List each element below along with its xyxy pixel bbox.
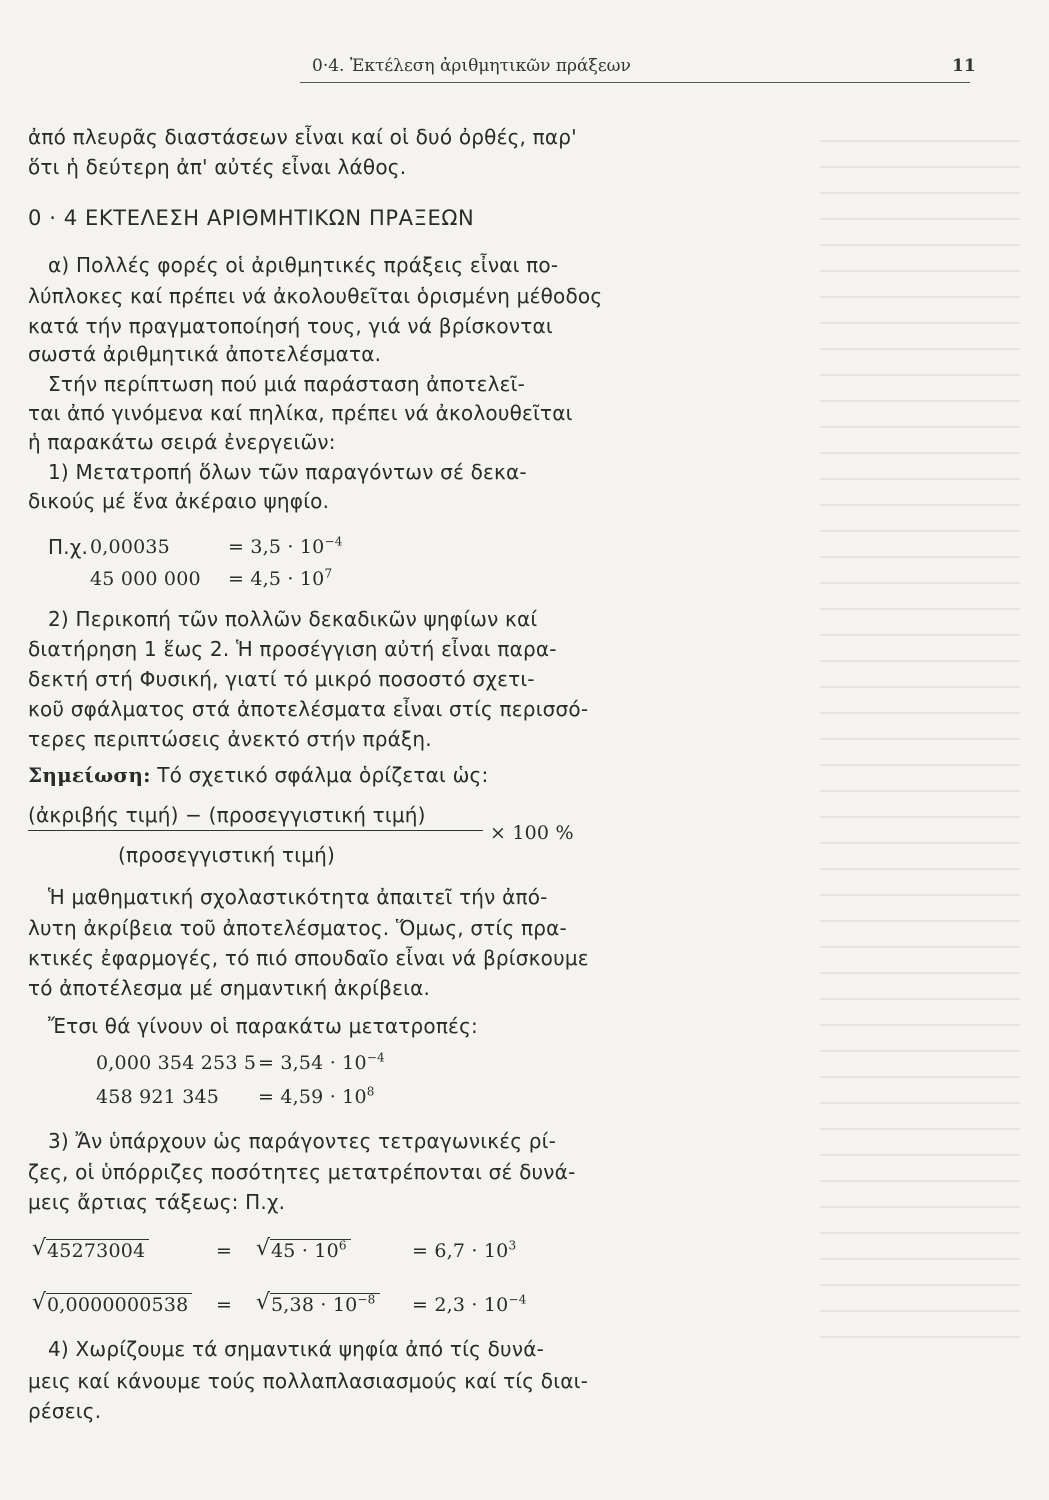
bleed-through (820, 140, 1020, 1340)
radical-expression (256, 1292, 380, 1318)
fraction-times: × 100 % (490, 822, 574, 844)
paragraph-line: μεις καί κάνουμε τούς πολλαπλασιασμούς καί τίς διαι- (28, 1369, 588, 1393)
example-rhs: = $3,54 \cdot 10^{-4}$ (258, 1050, 385, 1074)
paragraph-line: κτικές ἐφαρμογές, τό πιό σπουδαῖο εἶναι νά βρίσκουμε (28, 946, 589, 970)
paragraph-line: κατά τήν πραγματοποίησή τους, γιά νά βρίσκονται (28, 314, 553, 338)
paragraph-line: σωστά ἀριθμητικά ἀποτελέσματα. (28, 342, 382, 366)
example-lhs: 458 921 345 (96, 1086, 220, 1108)
radical-sign-icon: √ 45273004 (32, 1238, 149, 1264)
note-line: Σημείωση: Τό σχετικό σφάλμα ὁρίζεται ὡς: (28, 763, 489, 787)
paragraph-line: δεκτή στή Φυσική, γιατί τό μικρό ποσοστό σχετι- (28, 667, 535, 691)
example-rhs: = $3,5 \cdot 10^{-4}$ (228, 534, 343, 558)
paragraph-line: 3) Ἄν ὑπάρχουν ὡς παράγοντες τετραγωνικές ρί- (48, 1129, 556, 1153)
example-lhs: 0,000 354 253 5 (96, 1052, 257, 1074)
paragraph-line: ρέσεις. (28, 1399, 102, 1423)
fraction-bar (28, 830, 483, 831)
paragraph-line: α) Πολλές φορές οἱ ἀριθμητικές πράξεις εἶναι πο- (48, 253, 559, 277)
fraction-numerator: (ἀκριβής τιμή) − (προσεγγιστική τιμή) (28, 803, 426, 827)
radical-sign-icon: √ $5,38 \cdot 10^{-8}$ (256, 1292, 380, 1318)
paragraph-line: τερες περιπτώσεις ἀνεκτό στήν πράξη. (28, 727, 432, 751)
paragraph-line: ται ἀπό γινόμενα καί πηλίκα, πρέπει νά ἀκολουθεῖται (28, 401, 573, 425)
paragraph-line: διατήρηση 1 ἕως 2. Ἡ προσέγγιση αὐτή εἶναι παρα- (28, 637, 557, 661)
paragraph-line: 2) Περικοπή τῶν πολλῶν δεκαδικῶν ψηφίων καί (48, 607, 538, 631)
example-lhs: 45 000 000 (90, 568, 201, 590)
equals-sign: = (216, 1294, 233, 1316)
radical-expression (256, 1238, 351, 1264)
paragraph-line: 1) Μετατροπή ὅλων τῶν παραγόντων σέ δεκα- (48, 460, 527, 484)
paragraph-line: ἡ παρακάτω σειρά ἐνεργειῶν: (28, 430, 336, 454)
example-lhs: 0,00035 (90, 536, 170, 558)
paragraph-line: ζες, οἱ ὑπόρριζες ποσότητες μετατρέπονται σέ δυνά- (28, 1160, 576, 1184)
example-rhs: = $4,5 \cdot 10^7$ (228, 566, 333, 590)
radical-expression (32, 1292, 192, 1318)
header-rule (300, 82, 970, 83)
paragraph-line: ἀπό πλευρᾶς διαστάσεων εἶναι καί οἱ δυό ὀρθές, παρ' (28, 125, 577, 149)
radical-sign-icon: √ $45 \cdot 10^6$ (256, 1238, 351, 1264)
paragraph-line: κοῦ σφάλματος στά ἀποτελέσματα εἶναι στίς περισσό- (28, 697, 589, 721)
page-number: 11 (952, 56, 976, 76)
radical-expression (32, 1238, 149, 1264)
paragraph-line: δικούς μέ ἕνα ἀκέραιο ψηφίο. (28, 489, 330, 513)
paragraph-line: ὅτι ἡ δεύτερη ἀπ' αὐτές εἶναι λάθος. (28, 155, 407, 179)
paragraph-line: Ἡ μαθηματική σχολαστικότητα ἀπαιτεῖ τήν ἀπό- (48, 885, 548, 909)
page-header (0, 56, 1049, 86)
section-heading: 0 · 4 ΕΚΤΕΛΕΣΗ ΑΡΙΘΜΗΤΙΚΩΝ ΠΡΑΞΕΩΝ (28, 206, 475, 230)
radical-sign-icon: √ 0,0000000538 (32, 1292, 192, 1318)
equals-sign: = (216, 1240, 233, 1262)
paragraph-line: λύπλοκες καί πρέπει νά ἀκολουθεῖται ὁρισμένη μέθοδος (28, 284, 603, 308)
example-prefix: Π.χ. (48, 535, 89, 559)
note-label: Σημείωση: (28, 763, 151, 787)
paragraph-line: 4) Χωρίζουμε τά σημαντικά ψηφία ἀπό τίς δυνά- (48, 1337, 545, 1361)
paragraph-line: λυτη ἀκρίβεια τοῦ ἀποτελέσματος. Ὅμως, στίς πρα- (28, 916, 567, 940)
paragraph-line: Στήν περίπτωση πού μιά παράσταση ἀποτελεῖ- (48, 372, 526, 396)
example-rhs: = $6,7 \cdot 10^3$ (412, 1238, 517, 1262)
fraction-denominator: (προσεγγιστική τιμή) (118, 843, 336, 867)
example-rhs: = $2,3 \cdot 10^{-4}$ (412, 1292, 527, 1316)
example-rhs: = $4,59 \cdot 10^8$ (258, 1084, 375, 1108)
running-title: 0·4. Ἐκτέλεση ἀριθμητικῶν πράξεων (312, 56, 631, 76)
paragraph-line: μεις ἄρτιας τάξεως: Π.χ. (28, 1190, 286, 1214)
paragraph-line: Ἔτσι θά γίνουν οἱ παρακάτω μετατροπές: (48, 1014, 478, 1038)
paragraph-line: τό ἀποτέλεσμα μέ σημαντική ἀκρίβεια. (28, 976, 431, 1000)
